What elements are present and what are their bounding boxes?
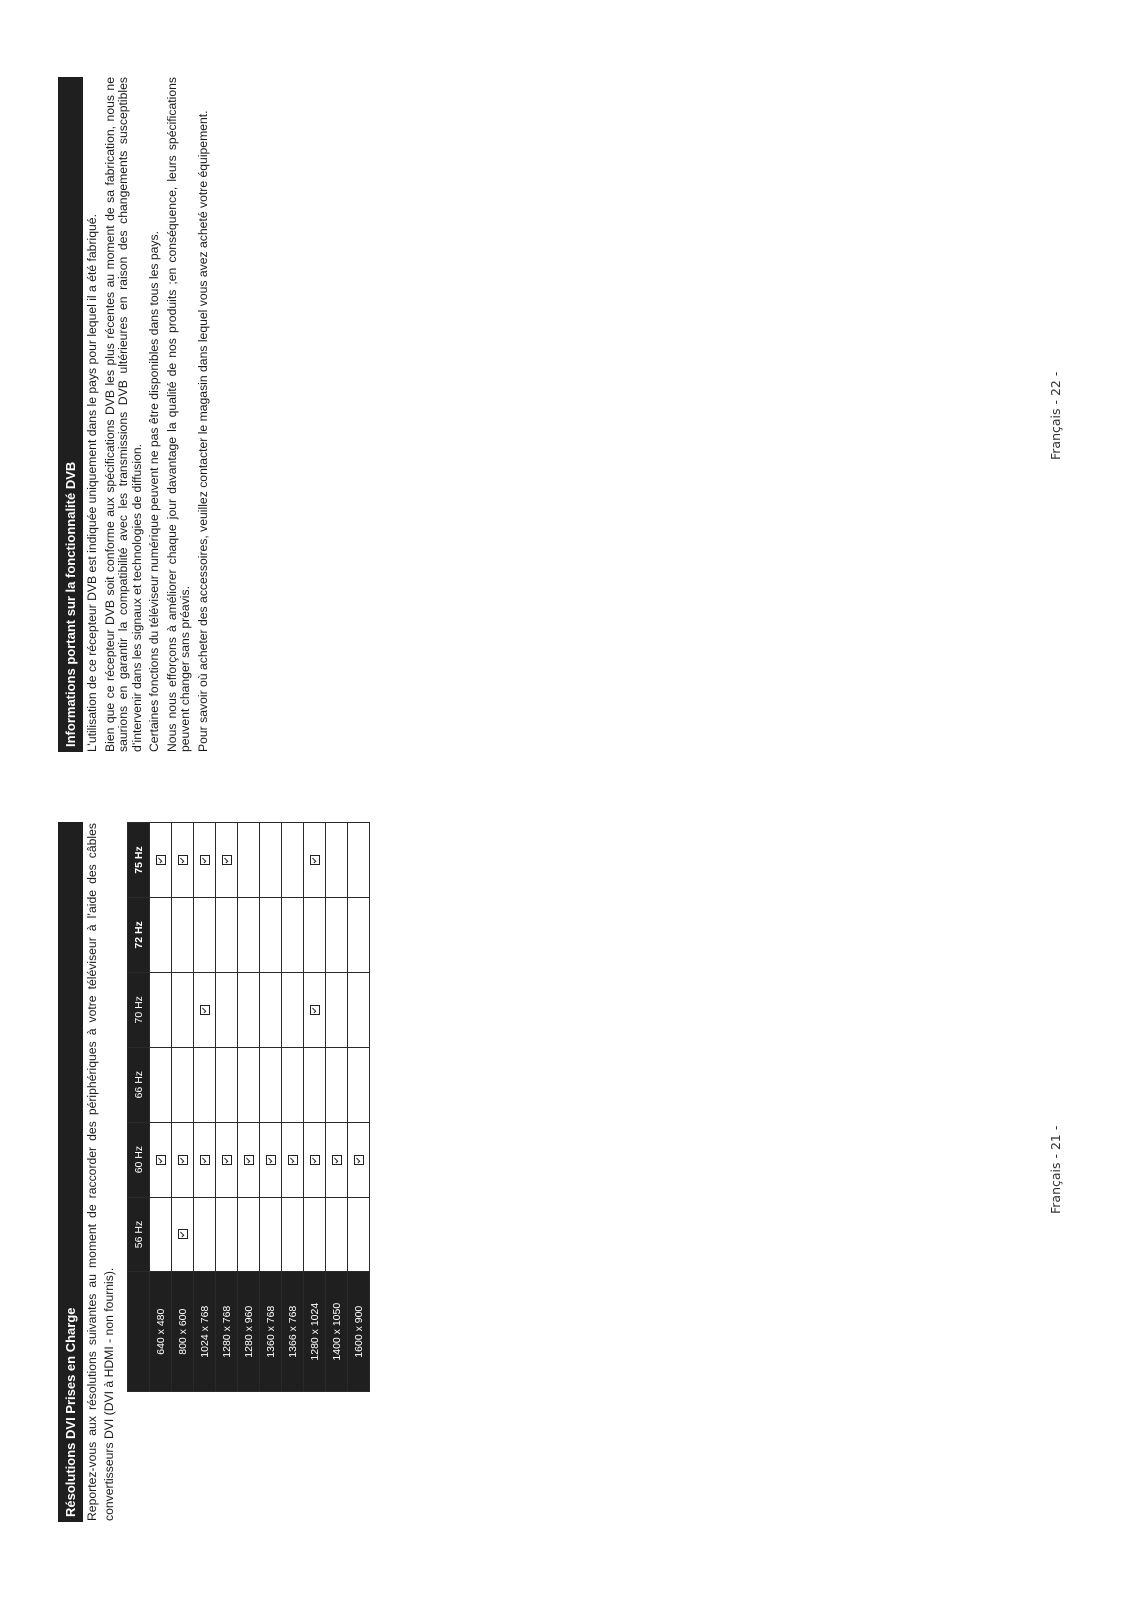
support-cell: [348, 897, 370, 972]
dvb-info-section: [58, 77, 214, 752]
table-row: [216, 823, 238, 1392]
checkbox-checked-icon: [310, 1005, 320, 1015]
support-cell: [238, 1197, 260, 1272]
support-cell: [238, 1047, 260, 1122]
support-cell: [260, 1047, 282, 1122]
header-72hz: 72 Hz: [128, 897, 150, 972]
support-cell: [260, 897, 282, 972]
support-cell: [304, 1047, 326, 1122]
table-row: [282, 823, 304, 1392]
checkbox-checked-icon: [354, 1155, 364, 1165]
checkbox-checked-icon: [222, 1155, 232, 1165]
checkbox-checked-icon: [200, 1005, 210, 1015]
dvi-section-title: Résolutions DVI Prises en Charge: [58, 822, 83, 1522]
support-cell: [216, 1197, 238, 1272]
support-cell: [194, 897, 216, 972]
support-cell: [194, 1047, 216, 1122]
support-cell: [304, 972, 326, 1047]
table-row: [150, 823, 172, 1392]
page-number-right: Français - 22 -: [1048, 371, 1063, 460]
header-56hz: 56 Hz: [128, 1197, 150, 1272]
support-cell: [216, 823, 238, 898]
checkbox-checked-icon: [178, 1229, 188, 1239]
support-cell: [216, 972, 238, 1047]
table-row: [348, 823, 370, 1392]
support-cell: [260, 972, 282, 1047]
support-cell: [304, 1122, 326, 1197]
resolution-label: 1366 x 768: [282, 1272, 304, 1392]
resolution-label: 640 x 480: [150, 1272, 172, 1392]
support-cell: [326, 1047, 348, 1122]
table-row: [194, 823, 216, 1392]
support-cell: [326, 823, 348, 898]
checkbox-checked-icon: [310, 1155, 320, 1165]
support-cell: [172, 1047, 194, 1122]
support-cell: [326, 1197, 348, 1272]
support-cell: [194, 1197, 216, 1272]
support-cell: [282, 972, 304, 1047]
support-cell: [194, 823, 216, 898]
resolution-label: 800 x 600: [172, 1272, 194, 1392]
resolution-label: 1280 x 1024: [304, 1272, 326, 1392]
checkbox-checked-icon: [222, 855, 232, 865]
table-row: [172, 823, 194, 1392]
support-cell: [238, 972, 260, 1047]
table-row: [326, 823, 348, 1392]
checkbox-checked-icon: [156, 1155, 166, 1165]
support-cell: [348, 1047, 370, 1122]
checkbox-checked-icon: [244, 1155, 254, 1165]
support-cell: [172, 972, 194, 1047]
table-corner-cell: [128, 1272, 150, 1392]
checkbox-checked-icon: [178, 855, 188, 865]
support-cell: [282, 1122, 304, 1197]
dvb-paragraph: Certaines fonctions du téléviseur numérique peuvent ne pas être disponibles dans tous les pays.: [147, 231, 161, 752]
support-cell: [216, 897, 238, 972]
support-cell: [282, 897, 304, 972]
support-cell: [172, 897, 194, 972]
header-66hz: 66 Hz: [128, 1047, 150, 1122]
support-cell: [260, 1122, 282, 1197]
dvi-resolution-table: [127, 822, 370, 1392]
support-cell: [348, 823, 370, 898]
support-cell: [348, 1197, 370, 1272]
header-70hz: 70 Hz: [128, 972, 150, 1047]
support-cell: [194, 972, 216, 1047]
dvb-section-title: Informations portant sur la fonctionnalité DVB: [58, 77, 83, 752]
support-cell: [238, 823, 260, 898]
header-60hz: 60 Hz: [128, 1122, 150, 1197]
checkbox-checked-icon: [200, 855, 210, 865]
support-cell: [260, 823, 282, 898]
checkbox-checked-icon: [178, 1155, 188, 1165]
table-row: [304, 823, 326, 1392]
resolution-label: 1024 x 768: [194, 1272, 216, 1392]
support-cell: [150, 1197, 172, 1272]
dvb-paragraph: Pour savoir où acheter des accessoires, veuillez contacter le magasin dans lequel vous avez acheté votre équipement.: [195, 110, 210, 752]
support-cell: [150, 1122, 172, 1197]
resolution-label: 1280 x 960: [238, 1272, 260, 1392]
support-cell: [150, 1047, 172, 1122]
support-cell: [348, 1122, 370, 1197]
table-header-row: [128, 823, 150, 1392]
checkbox-checked-icon: [266, 1155, 276, 1165]
checkbox-checked-icon: [156, 855, 166, 865]
support-cell: [216, 1047, 238, 1122]
support-cell: [348, 972, 370, 1047]
dvb-paragraph: L’utilisation de ce récepteur DVB est indiquée uniquement dans le pays pour lequel il a été fabriqué.: [85, 214, 99, 752]
support-cell: [150, 823, 172, 898]
checkbox-checked-icon: [200, 1155, 210, 1165]
support-cell: [304, 823, 326, 898]
dvb-paragraph: Bien que ce récepteur DVB soit conforme aux spécifications DVB les plus récentes au moment de sa fabrication, nous ne saurions en garantir la compatibilité avec les transmissions DVB ultérieures en raison des changements susceptibles d’intervenir dans les signaux et technologies de diffusion.: [102, 77, 144, 752]
support-cell: [282, 823, 304, 898]
support-cell: [172, 823, 194, 898]
support-cell: [194, 1122, 216, 1197]
dvi-table-body: [150, 823, 370, 1392]
resolution-label: 1400 x 1050: [326, 1272, 348, 1392]
support-cell: [216, 1122, 238, 1197]
support-cell: [150, 897, 172, 972]
table-row: [238, 823, 260, 1392]
support-cell: [326, 1122, 348, 1197]
support-cell: [150, 972, 172, 1047]
support-cell: [238, 897, 260, 972]
support-cell: [238, 1122, 260, 1197]
support-cell: [172, 1122, 194, 1197]
support-cell: [260, 1197, 282, 1272]
support-cell: [282, 1047, 304, 1122]
support-cell: [326, 972, 348, 1047]
resolution-label: 1280 x 768: [216, 1272, 238, 1392]
support-cell: [172, 1197, 194, 1272]
table-row: [260, 823, 282, 1392]
dvi-resolutions-section: [58, 822, 370, 1522]
support-cell: [304, 1197, 326, 1272]
checkbox-checked-icon: [288, 1155, 298, 1165]
support-cell: [282, 1197, 304, 1272]
checkbox-checked-icon: [332, 1155, 342, 1165]
dvi-intro-text: Reportez-vous aux résolutions suivantes au moment de raccorder des périphériques à votre téléviseur à l’aide des câbles convertisseurs DVI (DVI à HDMI - non fournis).: [85, 823, 116, 1521]
page-number-left: Français - 21 -: [1048, 1125, 1063, 1214]
resolution-label: 1600 x 900: [348, 1272, 370, 1392]
resolution-label: 1360 x 768: [260, 1272, 282, 1392]
dvb-paragraph: Nous nous efforçons à améliorer chaque jour davantage la qualité de nos produits ;en conséquence, leurs spécifications peuvent changer sans préavis.: [164, 77, 192, 752]
support-cell: [326, 897, 348, 972]
header-75hz: 75 Hz: [128, 823, 150, 898]
support-cell: [304, 897, 326, 972]
checkbox-checked-icon: [310, 855, 320, 865]
